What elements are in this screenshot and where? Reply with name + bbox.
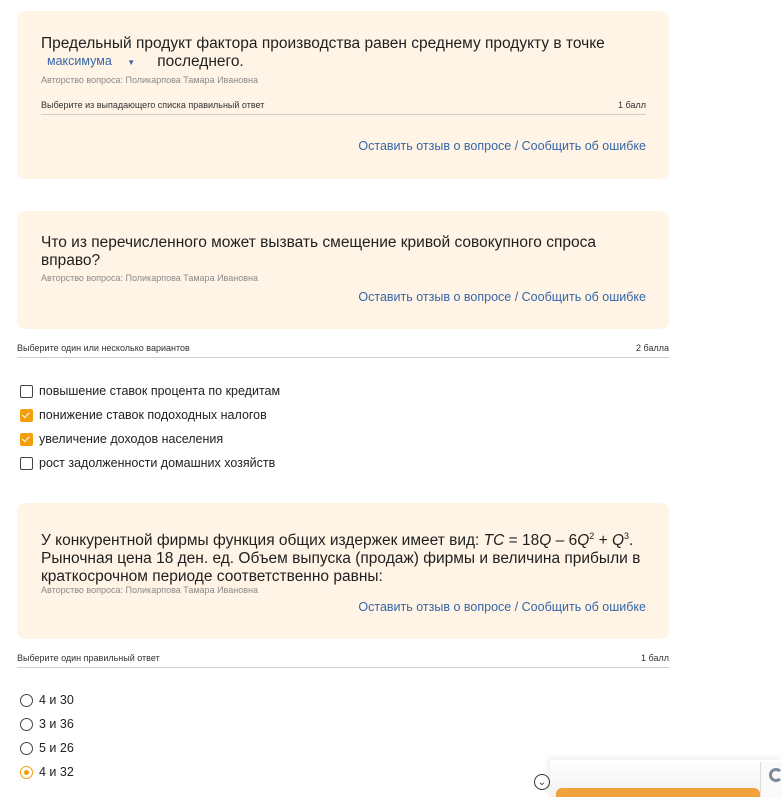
radio-option-4[interactable] bbox=[20, 764, 74, 780]
question-2-author: Авторство вопроса: Поликарпова Тамара Ивановна bbox=[41, 273, 258, 283]
radio-option-2[interactable] bbox=[20, 716, 74, 732]
cost-formula: TC = $18Q - 6Q^2 + Q^3$. bbox=[483, 531, 634, 550]
radio-unselected-icon[interactable] bbox=[20, 718, 33, 731]
question-3-author: Авторство вопроса: Поликарпова Тамара Ивановна bbox=[41, 585, 258, 595]
option-label: повышение ставок процента по кредитам bbox=[39, 384, 281, 398]
answer-dropdown[interactable] bbox=[47, 52, 135, 72]
checkbox-option-2[interactable] bbox=[20, 407, 267, 423]
question-3-text-rest: Рыночная цена 18 ден. ед. Объем выпуска (продаж) фирмы и величина прибыли в краткосрочном периоде соответственно равны: bbox=[41, 550, 641, 586]
progress-tab[interactable] bbox=[556, 788, 760, 797]
recaptcha-icon[interactable] bbox=[760, 762, 782, 797]
question-1-author: Авторство вопроса: Поликарпова Тамара Ивановна bbox=[41, 75, 258, 85]
question-2-meta bbox=[17, 343, 669, 358]
question-1-points: 1 балл bbox=[618, 100, 646, 110]
caret-down-icon: ▼ bbox=[127, 58, 136, 67]
question-card-3 bbox=[17, 503, 669, 639]
feedback-link-3[interactable]: Оставить отзыв о вопросе / Сообщить об ошибке bbox=[358, 600, 646, 614]
checkbox-option-3[interactable] bbox=[20, 431, 223, 447]
question-3-text-prefix: У конкурентной фирмы функция общих издержек имеет вид: bbox=[41, 532, 480, 550]
radio-option-1[interactable] bbox=[20, 692, 74, 708]
question-3-meta bbox=[17, 653, 669, 668]
radio-selected-icon[interactable] bbox=[20, 766, 33, 779]
chevron-down-icon[interactable]: ⌄ bbox=[534, 774, 550, 790]
feedback-link-1[interactable]: Оставить отзыв о вопросе / Сообщить об ошибке bbox=[358, 139, 646, 153]
question-3-instruction: Выберите один правильный ответ bbox=[17, 653, 160, 663]
checkbox-unchecked-icon[interactable] bbox=[20, 385, 33, 398]
checkbox-checked-icon[interactable] bbox=[20, 433, 33, 446]
question-1-instruction: Выберите из выпадающего списка правильный ответ bbox=[41, 100, 265, 110]
question-1-text-after: последнего. bbox=[157, 53, 244, 70]
radio-option-3[interactable] bbox=[20, 740, 74, 756]
option-label: увеличение доходов населения bbox=[39, 432, 224, 446]
option-label: рост задолженности домашних хозяйств bbox=[39, 456, 276, 470]
checkbox-option-1[interactable] bbox=[20, 383, 280, 399]
question-2-points: 2 балла bbox=[636, 343, 669, 353]
checkbox-checked-icon[interactable] bbox=[20, 409, 33, 422]
question-card-1 bbox=[17, 11, 669, 179]
question-3-text bbox=[41, 527, 641, 586]
feedback-link-2[interactable]: Оставить отзыв о вопросе / Сообщить об ошибке bbox=[358, 290, 646, 304]
question-card-2 bbox=[17, 211, 669, 329]
checkbox-option-4[interactable] bbox=[20, 455, 275, 471]
question-2-text: Что из перечисленного может вызвать смещение кривой совокупного спроса вправо? bbox=[41, 234, 596, 269]
option-label: 4 и 30 bbox=[39, 693, 74, 707]
checkbox-unchecked-icon[interactable] bbox=[20, 457, 33, 470]
radio-unselected-icon[interactable] bbox=[20, 742, 33, 755]
radio-unselected-icon[interactable] bbox=[20, 694, 33, 707]
question-3-points: 1 балл bbox=[641, 653, 669, 663]
option-label: понижение ставок подоходных налогов bbox=[39, 408, 267, 422]
option-label: 3 и 36 bbox=[39, 717, 74, 731]
answer-dropdown-value: максимума bbox=[47, 54, 112, 68]
option-label: 5 и 26 bbox=[39, 741, 74, 755]
question-1-text-before: Предельный продукт фактора производства равен среднему продукту в точке bbox=[41, 35, 605, 52]
question-1-meta bbox=[41, 100, 646, 115]
option-label: 4 и 32 bbox=[39, 765, 74, 779]
question-2-instruction: Выберите один или несколько вариантов bbox=[17, 343, 190, 353]
question-1-text bbox=[41, 35, 641, 73]
